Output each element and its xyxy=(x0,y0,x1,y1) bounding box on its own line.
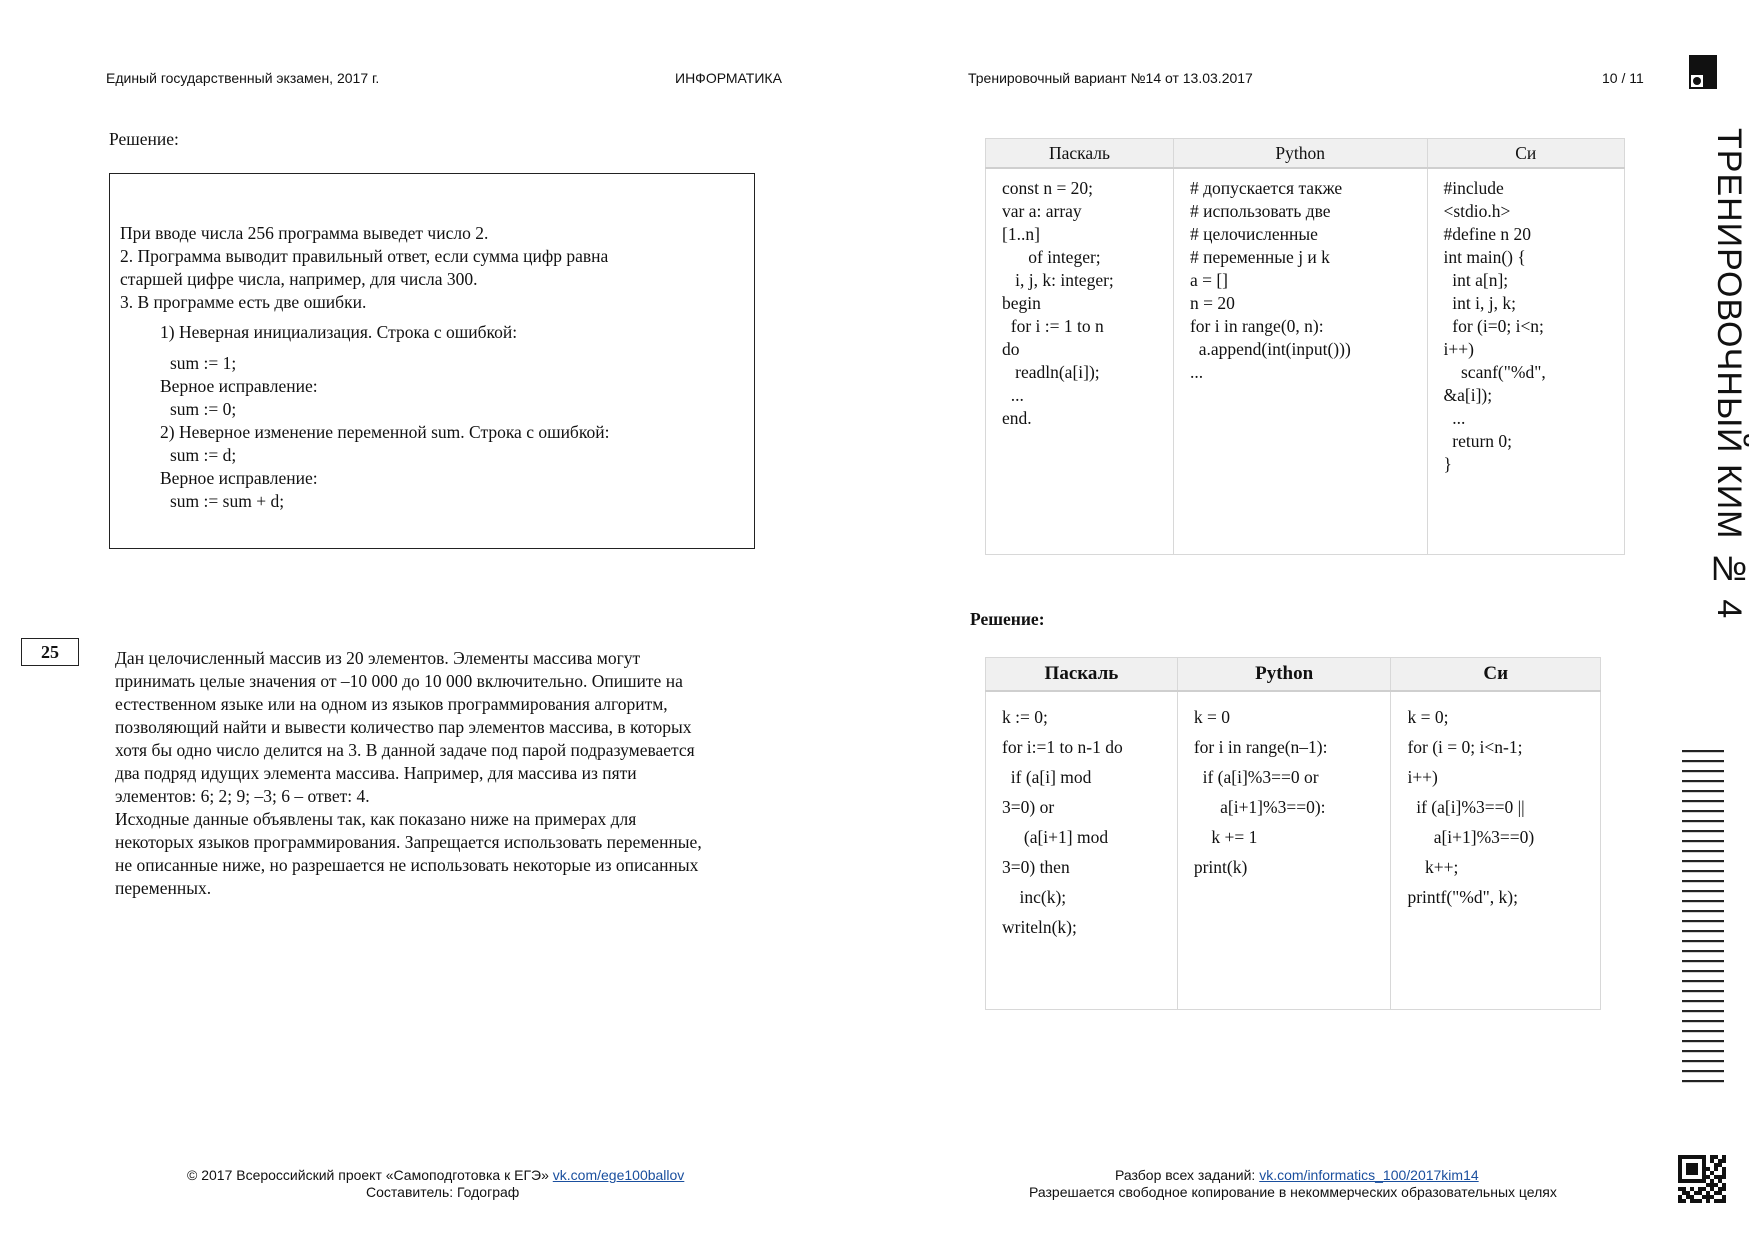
qr-module xyxy=(1710,1155,1714,1159)
qr-module xyxy=(1710,1195,1714,1199)
barcode-line xyxy=(1682,1050,1724,1052)
qr-module xyxy=(1678,1175,1682,1179)
qr-module xyxy=(1690,1179,1694,1183)
barcode-line xyxy=(1682,860,1724,862)
footer-analysis-label: Разбор всех заданий: xyxy=(1115,1167,1256,1183)
barcode-line xyxy=(1682,1020,1724,1022)
qr-module xyxy=(1682,1187,1686,1191)
qr-module xyxy=(1690,1199,1694,1203)
qr-module xyxy=(1706,1199,1710,1203)
task-line: два подряд идущих элемента массива. Например, для массива из пяти xyxy=(115,763,637,783)
left-solution-heading: Решение: xyxy=(109,129,179,149)
solution-line: Верное исправление: xyxy=(160,376,318,396)
solution-table xyxy=(985,657,1601,1010)
qr-module xyxy=(1678,1163,1682,1167)
table2-header-c: Си xyxy=(1391,658,1601,692)
footer-author: Составитель: Годограф xyxy=(366,1184,520,1200)
barcode-line xyxy=(1682,780,1724,782)
qr-module xyxy=(1706,1183,1710,1187)
barcode-line xyxy=(1682,1060,1724,1062)
header-subject: ИНФОРМАТИКА xyxy=(675,70,782,86)
barcode-line xyxy=(1682,1070,1724,1072)
corner-logo-icon xyxy=(1689,55,1717,89)
qr-module xyxy=(1686,1191,1690,1195)
qr-module xyxy=(1718,1191,1722,1195)
solution-line: 1) Неверная инициализация. Строка с ошибкой: xyxy=(160,322,518,342)
barcode-line xyxy=(1682,770,1724,772)
qr-module xyxy=(1722,1195,1726,1199)
qr-module xyxy=(1698,1199,1702,1203)
barcode-line xyxy=(1682,850,1724,852)
qr-module xyxy=(1686,1163,1690,1167)
barcode-line xyxy=(1682,990,1724,992)
qr-module xyxy=(1678,1195,1682,1199)
solution-line: Верное исправление: xyxy=(160,468,318,488)
qr-module xyxy=(1722,1155,1726,1159)
task-line: позволяющий найти и вывести количество пар элементов массива, в которых xyxy=(115,717,692,737)
barcode-line xyxy=(1682,840,1724,842)
header-variant: Тренировочный вариант №14 от 13.03.2017 xyxy=(968,70,1253,86)
qr-module xyxy=(1686,1171,1690,1175)
qr-module xyxy=(1694,1179,1698,1183)
barcode-line xyxy=(1682,970,1724,972)
footer-right xyxy=(1115,1167,1479,1184)
table1-python-code: # допускается также # использовать две # целочисленные # переменные j и k a = [] n = 20 for i in range(0, n): a.append(int(input())) ... xyxy=(1173,168,1427,554)
task-line: некоторых языков программирования. Запрещается использовать переменные, xyxy=(115,832,702,852)
barcode-line xyxy=(1682,910,1724,912)
barcode-line xyxy=(1682,1030,1724,1032)
qr-module xyxy=(1698,1179,1702,1183)
table2-header-pascal: Паскаль xyxy=(986,658,1178,692)
right-solution-heading: Решение: xyxy=(970,609,1045,629)
solution-line: 2. Программа выводит правильный ответ, если сумма цифр равна xyxy=(120,246,609,266)
qr-module xyxy=(1710,1171,1714,1175)
task-line: принимать целые значения от –10 000 до 10 000 включительно. Опишите на xyxy=(115,671,683,691)
vertical-title: ТРЕНИРОВОЧНЫЙ КИМ № 4 xyxy=(1710,128,1748,620)
footer-link-analysis[interactable]: vk.com/informatics_100/2017kim14 xyxy=(1259,1167,1479,1183)
qr-module xyxy=(1722,1199,1726,1203)
qr-module xyxy=(1714,1191,1718,1195)
solution-code-line: sum := sum + d; xyxy=(170,491,285,511)
barcode-line xyxy=(1682,750,1724,752)
qr-module xyxy=(1678,1155,1682,1159)
qr-module xyxy=(1722,1171,1726,1175)
qr-module xyxy=(1690,1163,1694,1167)
qr-module xyxy=(1690,1167,1694,1171)
header-exam: Единый государственный экзамен, 2017 г. xyxy=(106,70,380,86)
header-page-number: 10 / 11 xyxy=(1602,70,1644,86)
table1-header-pascal: Паскаль xyxy=(986,139,1174,169)
qr-module xyxy=(1698,1191,1702,1195)
qr-module xyxy=(1718,1199,1722,1203)
qr-module xyxy=(1714,1167,1718,1171)
solution-line: 2) Неверное изменение переменной sum. Строка с ошибкой: xyxy=(160,422,610,442)
task-number-box: 25 xyxy=(21,638,79,666)
qr-module xyxy=(1702,1175,1706,1179)
qr-module xyxy=(1718,1163,1722,1167)
qr-module xyxy=(1710,1179,1714,1183)
qr-module xyxy=(1694,1167,1698,1171)
barcode-line xyxy=(1682,940,1724,942)
qr-module xyxy=(1678,1179,1682,1183)
barcode-line xyxy=(1682,980,1724,982)
footer-copyright: © 2017 Всероссийский проект «Самоподготовка к ЕГЭ» xyxy=(187,1167,549,1183)
qr-module xyxy=(1682,1191,1686,1195)
qr-module xyxy=(1722,1187,1726,1191)
footer-link-ege[interactable]: vk.com/ege100ballov xyxy=(552,1167,685,1183)
qr-module xyxy=(1690,1187,1694,1191)
qr-module xyxy=(1702,1187,1706,1191)
table2-python-code: k = 0 for i in range(n–1): if (a[i]%3==0 or a[i+1]%3==0): k += 1 print(k) xyxy=(1177,691,1391,1009)
qr-module xyxy=(1702,1195,1706,1199)
qr-module xyxy=(1686,1167,1690,1171)
qr-module xyxy=(1702,1171,1706,1175)
qr-module xyxy=(1678,1159,1682,1163)
qr-module xyxy=(1678,1167,1682,1171)
qr-module xyxy=(1714,1163,1718,1167)
qr-module xyxy=(1682,1155,1686,1159)
qr-module xyxy=(1718,1175,1722,1179)
qr-module xyxy=(1694,1199,1698,1203)
solution-line: При вводе числа 256 программа выведет число 2. xyxy=(120,223,489,243)
barcode-line xyxy=(1682,920,1724,922)
qr-module xyxy=(1678,1187,1682,1191)
qr-module xyxy=(1678,1199,1682,1203)
qr-module xyxy=(1714,1199,1718,1203)
barcode-line xyxy=(1682,900,1724,902)
footer-left xyxy=(187,1167,684,1184)
barcode-line xyxy=(1682,950,1724,952)
qr-module xyxy=(1690,1171,1694,1175)
qr-module xyxy=(1690,1155,1694,1159)
barcode-line xyxy=(1682,1040,1724,1042)
qr-module xyxy=(1702,1155,1706,1159)
barcode-line xyxy=(1682,760,1724,762)
table2-pascal-code: k := 0; for i:=1 to n-1 do if (a[i] mod 3=0) or (a[i+1] mod 3=0) then inc(k); writeln(k); xyxy=(986,691,1178,1009)
barcode-line xyxy=(1682,1000,1724,1002)
solution-line: 3. В программе есть две ошибки. xyxy=(120,292,367,312)
task-line: Дан целочисленный массив из 20 элементов. Элементы массива могут xyxy=(115,648,641,668)
qr-module xyxy=(1718,1179,1722,1183)
barcode-line xyxy=(1682,820,1724,822)
qr-module xyxy=(1710,1187,1714,1191)
qr-module xyxy=(1682,1179,1686,1183)
task-line: хотя бы одно число делится на 3. В данной задаче под парой подразумевается xyxy=(115,740,695,760)
qr-module xyxy=(1678,1171,1682,1175)
task-line: переменных. xyxy=(115,878,212,898)
task-line: не описанные ниже, но разрешается не использовать некоторые из описанных xyxy=(115,855,699,875)
qr-module xyxy=(1714,1183,1718,1187)
barcode-line xyxy=(1682,800,1724,802)
qr-module xyxy=(1686,1195,1690,1199)
qr-module xyxy=(1706,1175,1710,1179)
solution-code-line: sum := 0; xyxy=(170,399,237,419)
qr-module xyxy=(1722,1175,1726,1179)
barcode-lines-icon xyxy=(1682,750,1724,1092)
barcode-line xyxy=(1682,1010,1724,1012)
qr-module xyxy=(1706,1191,1710,1195)
table1-header-python: Python xyxy=(1173,139,1427,169)
qr-module xyxy=(1718,1159,1722,1163)
solution-line: старшей цифре числа, например, для числа 300. xyxy=(120,269,478,289)
qr-module xyxy=(1718,1187,1722,1191)
qr-module xyxy=(1722,1167,1726,1171)
qr-module xyxy=(1690,1195,1694,1199)
barcode-line xyxy=(1682,890,1724,892)
qr-module xyxy=(1686,1155,1690,1159)
solution-code-line: sum := 1; xyxy=(170,353,237,373)
barcode-line xyxy=(1682,810,1724,812)
barcode-line xyxy=(1682,830,1724,832)
qr-module xyxy=(1714,1155,1718,1159)
barcode-line xyxy=(1682,870,1724,872)
qr-module xyxy=(1702,1179,1706,1183)
qr-module xyxy=(1706,1167,1710,1171)
qr-module xyxy=(1714,1175,1718,1179)
qr-module xyxy=(1694,1191,1698,1195)
table2-c-code: k = 0; for (i = 0; i<n-1; i++) if (a[i]%3==0 || a[i+1]%3==0) k++; printf("%d", k); xyxy=(1391,691,1601,1009)
barcode-line xyxy=(1682,880,1724,882)
task-line: Исходные данные объявлены так, как показано ниже на примерах для xyxy=(115,809,637,829)
table1-header-c: Си xyxy=(1427,139,1625,169)
qr-code-icon xyxy=(1678,1155,1726,1203)
qr-module xyxy=(1694,1155,1698,1159)
qr-module xyxy=(1722,1159,1726,1163)
qr-module xyxy=(1702,1167,1706,1171)
task-line: элементов: 6; 2; 9; –3; 6 – ответ: 4. xyxy=(115,786,370,806)
barcode-line xyxy=(1682,790,1724,792)
table2-header-python: Python xyxy=(1177,658,1391,692)
task-line: естественном языке или на одном из языков программирования алгоритм, xyxy=(115,694,668,714)
qr-module xyxy=(1694,1171,1698,1175)
footer-license: Разрешается свободное копирование в некоммерческих образовательных целях xyxy=(1029,1184,1557,1200)
table1-c-code: #include <stdio.h> #define n 20 int main() { int a[n]; int i, j, k; for (i=0; i<n; i++) scanf("%d", &a[i]); ... return 0; } xyxy=(1427,168,1625,554)
qr-module xyxy=(1722,1183,1726,1187)
barcode-line xyxy=(1682,930,1724,932)
barcode-line xyxy=(1682,1080,1724,1082)
qr-module xyxy=(1706,1195,1710,1199)
qr-module xyxy=(1702,1163,1706,1167)
table1-pascal-code: const n = 20; var a: array [1..n] of integer; i, j, k: integer; begin for i := 1 to n do readln(a[i]); ... end. xyxy=(986,168,1174,554)
declarations-table xyxy=(985,138,1625,555)
qr-module xyxy=(1710,1159,1714,1163)
qr-module xyxy=(1710,1183,1714,1187)
qr-module xyxy=(1694,1163,1698,1167)
solution-code-line: sum := d; xyxy=(170,445,237,465)
barcode-line xyxy=(1682,960,1724,962)
qr-module xyxy=(1682,1199,1686,1203)
qr-module xyxy=(1698,1187,1702,1191)
qr-module xyxy=(1702,1159,1706,1163)
qr-module xyxy=(1698,1155,1702,1159)
qr-module xyxy=(1686,1179,1690,1183)
